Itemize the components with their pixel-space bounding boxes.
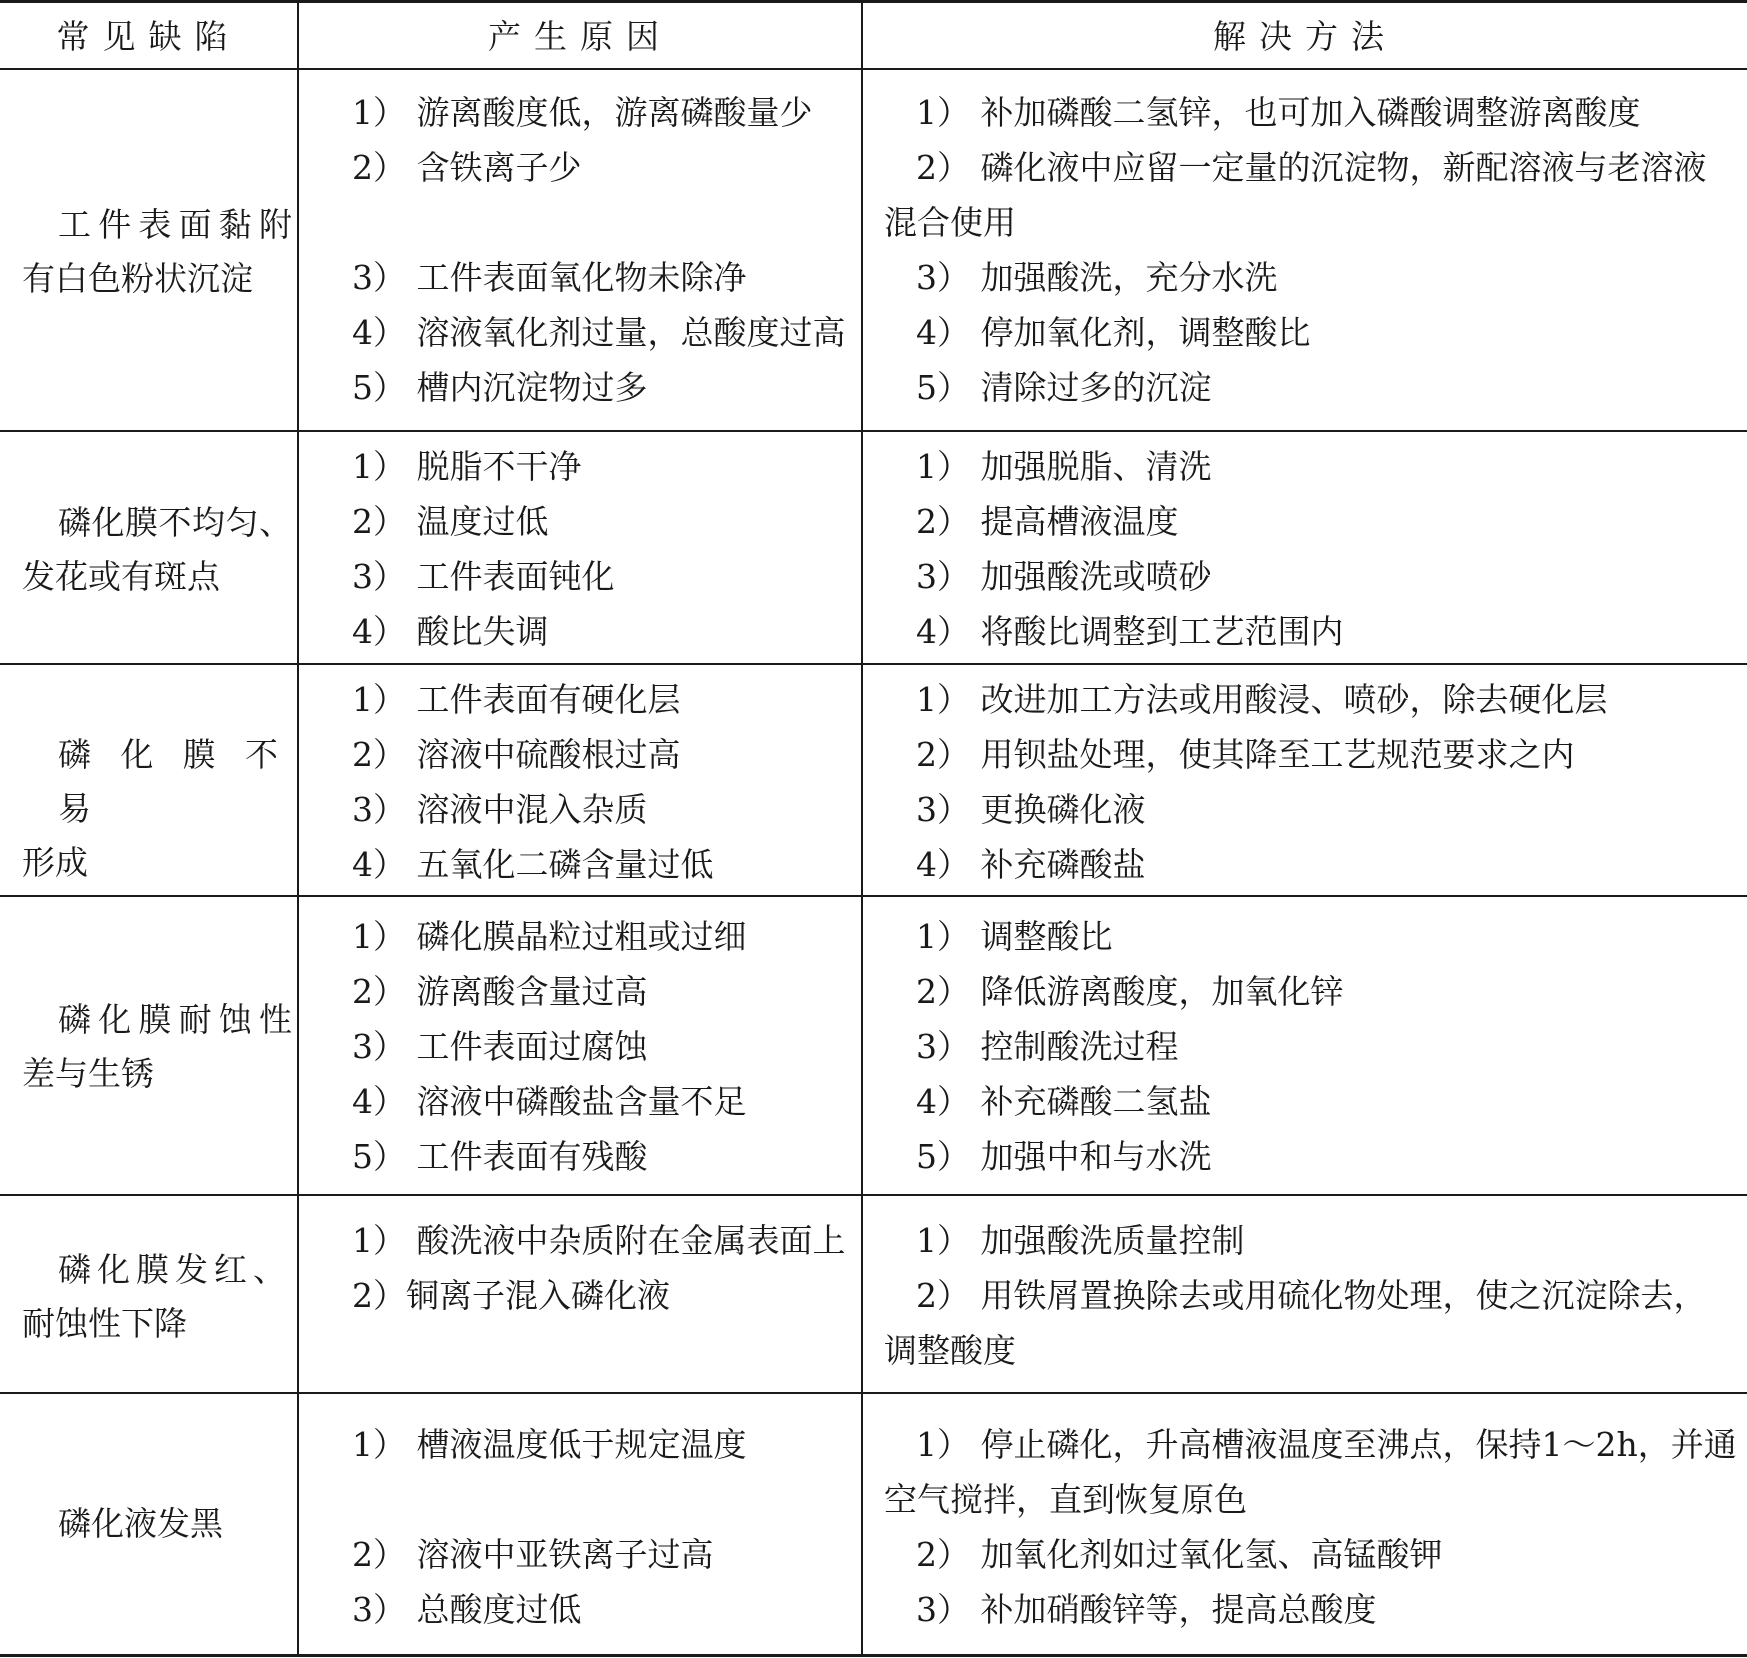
- cause-item: 1） 酸洗液中杂质附在金属表面上: [352, 1221, 846, 1260]
- solution-item: 4） 补充磷酸盐: [916, 845, 1146, 884]
- solution-item: 3） 更换磷化液: [916, 790, 1146, 829]
- cause-item: 1） 槽液温度低于规定温度: [352, 1425, 747, 1464]
- solution-item: 3） 加强酸洗或喷砂: [916, 557, 1212, 596]
- cause-item: 2） 含铁离子少: [352, 148, 582, 187]
- header-solution: 解决方法: [1213, 17, 1397, 56]
- solution-item: 3） 控制酸洗过程: [916, 1027, 1179, 1066]
- solution-item: 4） 停加氧化剂，调整酸比: [916, 313, 1311, 352]
- solution-item: 2） 加氧化剂如过氧化氢、高锰酸钾: [916, 1535, 1443, 1574]
- defect-line: 磷化膜耐蚀性: [58, 1000, 292, 1039]
- cause-item: 4） 五氧化二磷含量过低: [352, 845, 714, 884]
- defect-line: 磷化膜发红、: [58, 1250, 292, 1289]
- row-divider: [0, 1194, 1747, 1196]
- cause-item: 3） 工件表面钝化: [352, 557, 615, 596]
- table-bottom-rule: [0, 1654, 1747, 1657]
- solution-item-continued: 空气搅拌，直到恢复原色: [884, 1480, 1247, 1519]
- defect-line: 磷化膜不易: [58, 735, 292, 828]
- cause-item: 4） 酸比失调: [352, 612, 549, 651]
- solution-item: 1） 加强脱脂、清洗: [916, 447, 1212, 486]
- cause-item: 3） 总酸度过低: [352, 1590, 582, 1629]
- column-divider: [861, 0, 863, 1657]
- header-cause: 产生原因: [488, 17, 672, 56]
- defect-line: 发花或有斑点: [22, 557, 220, 596]
- cause-item: 5） 工件表面有残酸: [352, 1137, 648, 1176]
- solution-item: 2） 用铁屑置换除去或用硫化物处理，使之沉淀除去，: [916, 1276, 1707, 1315]
- defect-line: 工件表面黏附: [58, 205, 292, 244]
- solution-item: 2） 磷化液中应留一定量的沉淀物，新配溶液与老溶液: [916, 148, 1707, 187]
- defect-line: 差与生锈: [22, 1054, 154, 1093]
- solution-item: 1） 改进加工方法或用酸浸、喷砂，除去硬化层: [916, 680, 1608, 719]
- cause-item: 2） 溶液中亚铁离子过高: [352, 1535, 714, 1574]
- defect-line: 耐蚀性下降: [22, 1304, 187, 1343]
- cause-item: 2） 温度过低: [352, 502, 549, 541]
- row-divider: [0, 663, 1747, 665]
- defect-cell: [22, 1243, 292, 1351]
- defect-cell: [22, 198, 292, 306]
- solution-item-continued: 调整酸度: [884, 1331, 1016, 1370]
- solution-item: 1） 调整酸比: [916, 917, 1113, 956]
- solution-item: 2） 用钡盐处理，使其降至工艺规范要求之内: [916, 735, 1575, 774]
- defect-line: 有白色粉状沉淀: [22, 259, 253, 298]
- defect-line: 磷化膜不均匀、: [58, 503, 292, 542]
- cause-item: 1） 游离酸度低，游离磷酸量少: [352, 93, 813, 132]
- solution-item: 3） 加强酸洗，充分水洗: [916, 258, 1278, 297]
- defect-cell: [22, 1497, 292, 1551]
- cause-item: 4） 溶液氧化剂过量，总酸度过高: [352, 313, 846, 352]
- cause-item: 3） 工件表面氧化物未除净: [352, 258, 747, 297]
- solution-item: 2） 降低游离酸度，加氧化锌: [916, 972, 1344, 1011]
- cause-item: 3） 工件表面过腐蚀: [352, 1027, 648, 1066]
- cause-item: 1） 脱脂不干净: [352, 447, 582, 486]
- row-divider: [0, 895, 1747, 897]
- cause-item: 4） 溶液中磷酸盐含量不足: [352, 1082, 747, 1121]
- solution-item-continued: 混合使用: [884, 203, 1016, 242]
- defect-line: 磷化液发黑: [58, 1504, 223, 1543]
- cause-item: 2）铜离子混入磷化液: [352, 1276, 670, 1315]
- solution-item: 4） 补充磷酸二氢盐: [916, 1082, 1212, 1121]
- solution-item: 5） 加强中和与水洗: [916, 1137, 1212, 1176]
- cause-item: 2） 游离酸含量过高: [352, 972, 648, 1011]
- defect-cell: [22, 496, 292, 604]
- column-divider: [297, 0, 299, 1657]
- cause-item: 3） 溶液中混入杂质: [352, 790, 648, 829]
- solution-item: 4） 将酸比调整到工艺范围内: [916, 612, 1344, 651]
- header-defect: 常见缺陷: [56, 17, 241, 56]
- row-divider: [0, 1392, 1747, 1394]
- cause-item: 2） 溶液中硫酸根过高: [352, 735, 681, 774]
- solution-item: 2） 提高槽液温度: [916, 502, 1179, 541]
- solution-item: 1） 停止磷化，升高槽液温度至沸点，保持1～2h，并通: [916, 1425, 1737, 1464]
- cause-item: 1） 磷化膜晶粒过粗或过细: [352, 917, 747, 956]
- defect-cell: [22, 993, 292, 1101]
- cause-item: 5） 槽内沉淀物过多: [352, 368, 648, 407]
- defect-line: 形成: [22, 843, 88, 882]
- row-divider: [0, 430, 1747, 432]
- cause-item: 1） 工件表面有硬化层: [352, 680, 681, 719]
- defect-cell: [22, 728, 292, 890]
- solution-item: 1） 加强酸洗质量控制: [916, 1221, 1245, 1260]
- solution-item: 1） 补加磷酸二氢锌，也可加入磷酸调整游离酸度: [916, 93, 1641, 132]
- solution-item: 3） 补加硝酸锌等，提高总酸度: [916, 1590, 1377, 1629]
- solution-item: 5） 清除过多的沉淀: [916, 368, 1212, 407]
